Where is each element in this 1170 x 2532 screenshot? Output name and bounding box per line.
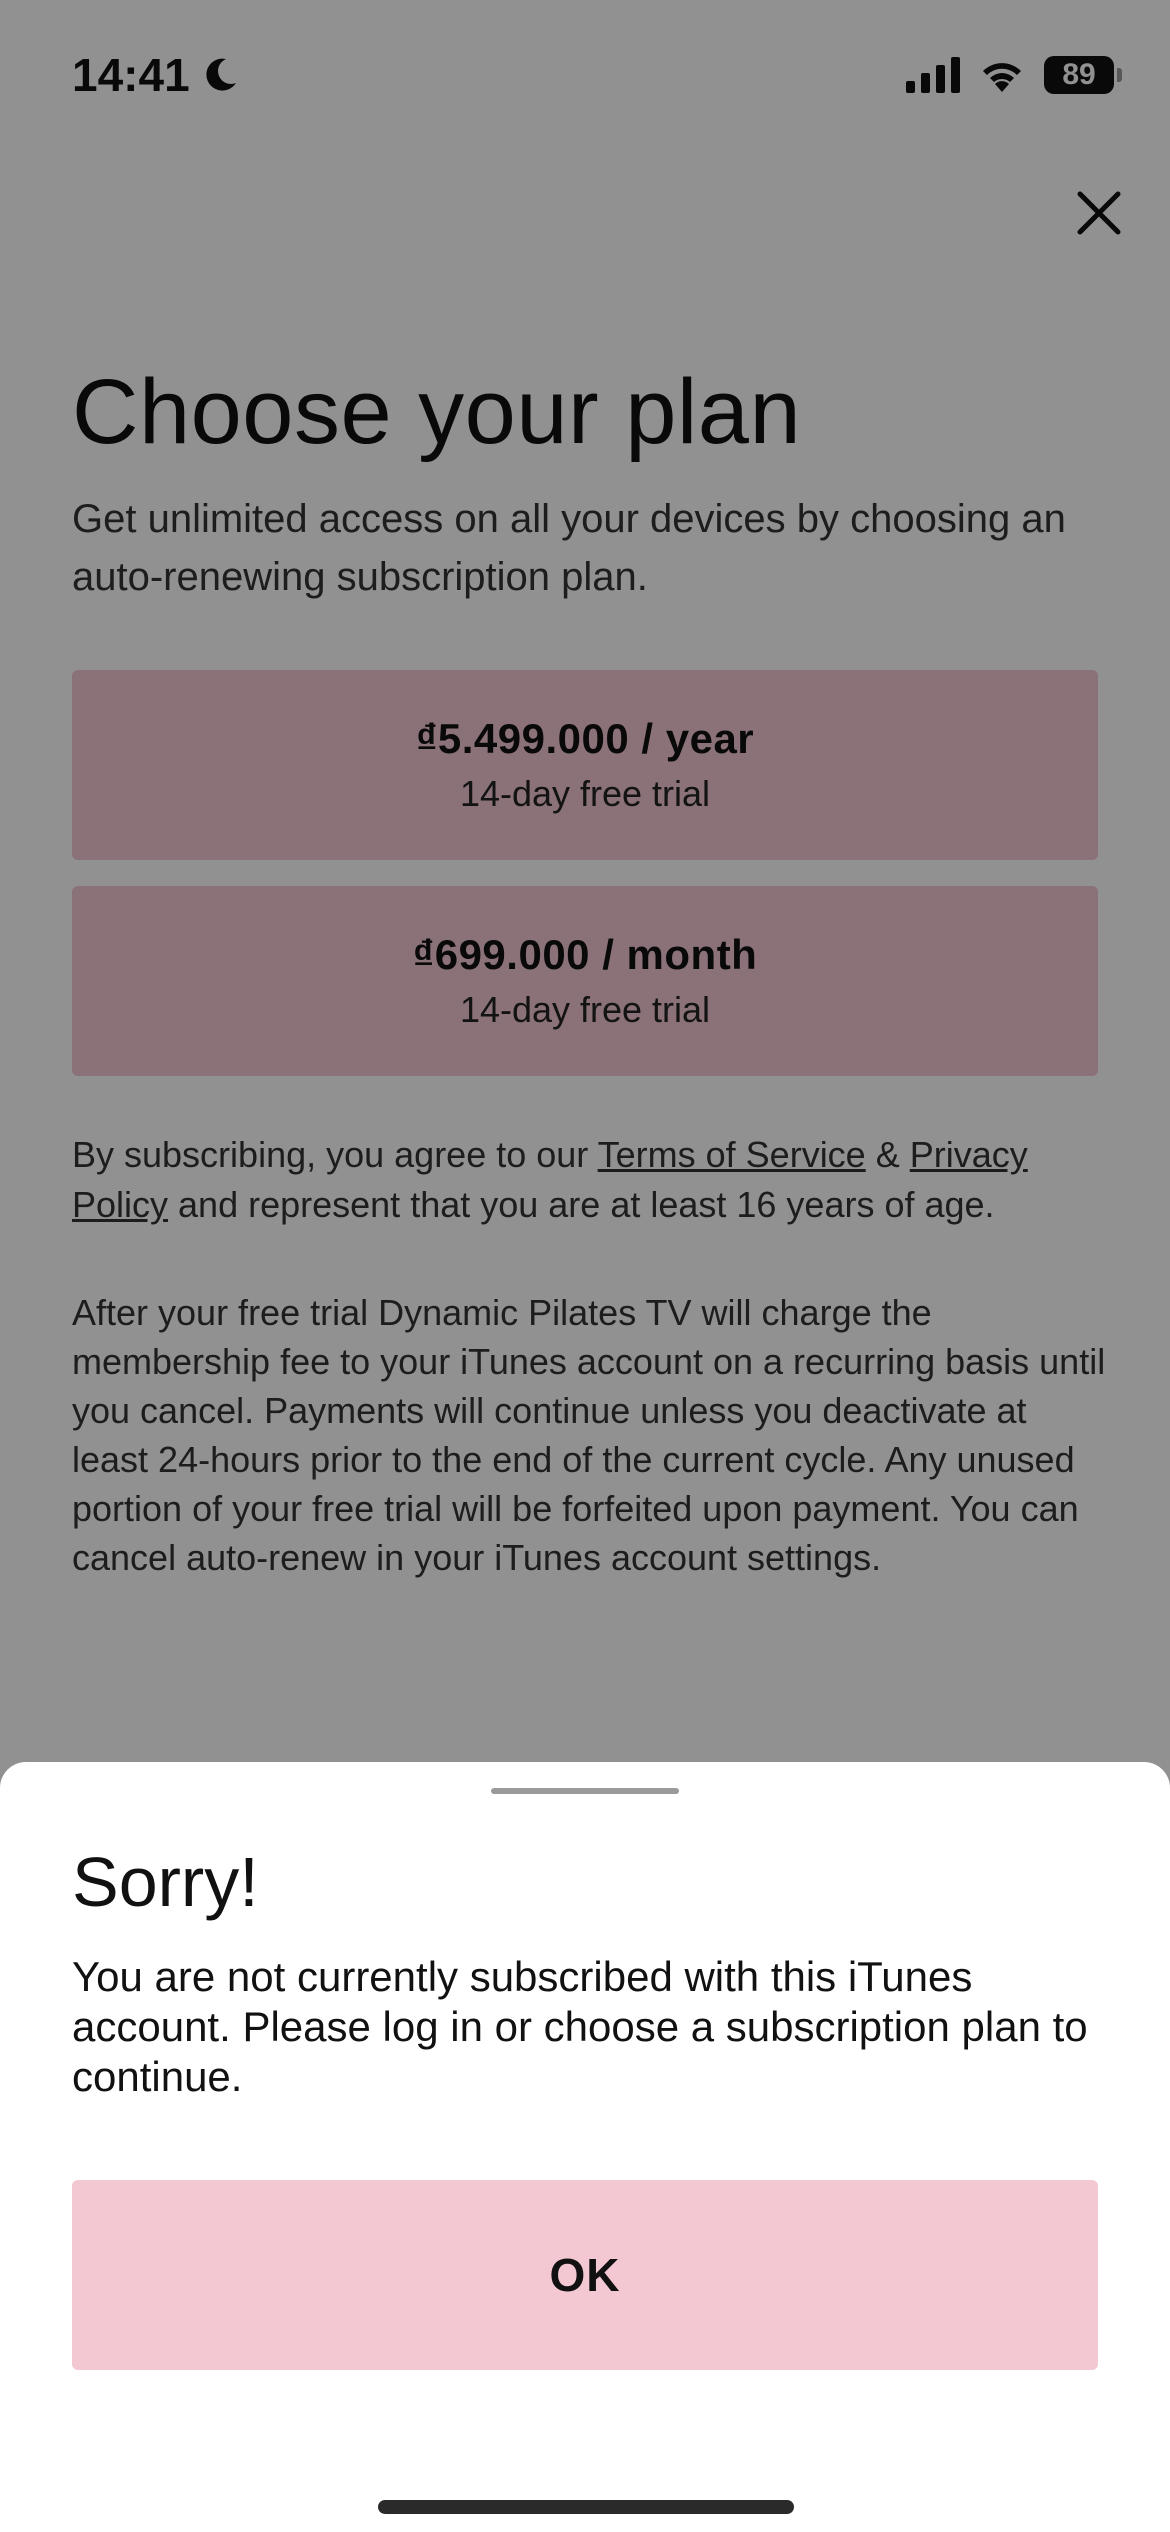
legal-suffix: and represent that you are at least 16 years of age. [168, 1184, 995, 1225]
privacy-policy-link[interactable]: Privacy Policy [72, 1134, 1028, 1225]
plan-price: ₫699.000 / month [412, 931, 758, 978]
sheet-message: You are not currently subscribed with this iTunes account. Please log in or choose a subscription plan to continue. [72, 1953, 1088, 2100]
ok-button[interactable]: OK [72, 2180, 1098, 2370]
terms-of-service-link[interactable]: Terms of Service [597, 1134, 866, 1175]
sheet-grabber[interactable] [491, 1788, 679, 1794]
legal-amp: & [865, 1134, 910, 1175]
legal-prefix: By subscribing, you agree to our [72, 1134, 598, 1175]
battery-level: 89 [1062, 58, 1096, 91]
page-subtitle: Get unlimited access on all your devices by choosing an auto-renewing subscription plan. [72, 497, 1066, 599]
plan-trial: 14-day free trial [459, 989, 711, 1030]
home-indicator[interactable] [378, 2500, 794, 2514]
sheet-title: Sorry! [72, 1843, 259, 1921]
status-time: 14:41 [72, 49, 190, 101]
page-title: Choose your plan [72, 361, 802, 463]
plan-trial: 14-day free trial [459, 773, 711, 814]
plan-price: ₫5.499.000 / year [415, 715, 755, 762]
trial-info-text: After your free trial Dynamic Pilates TV will charge the membership fee to your iTunes account on a recurring basis until you cancel. Payments will continue unless you deactivate at least 24-hours prior to the end of the current cycle. Any unused portion of your free trial will be forfeited upon payment. You can cancel auto-renew in your iTunes account settings. [72, 1292, 1106, 1578]
error-bottom-sheet [0, 1762, 1170, 2532]
